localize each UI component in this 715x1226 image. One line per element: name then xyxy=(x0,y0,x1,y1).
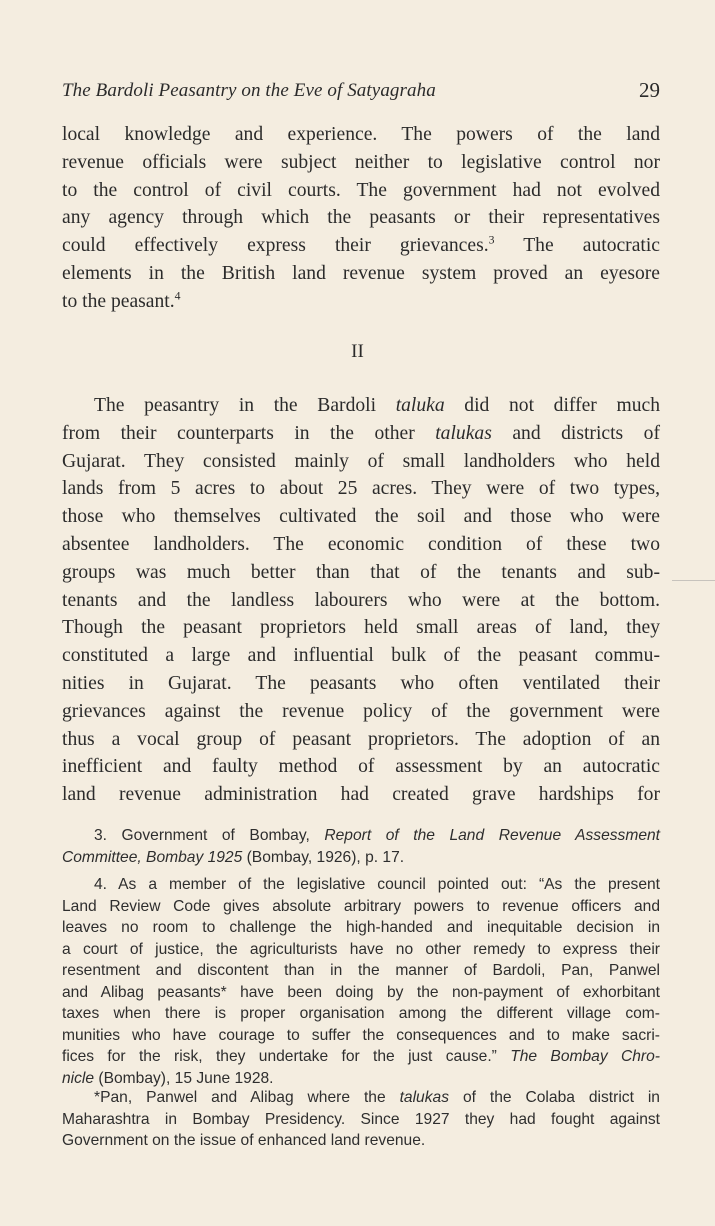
text-run: (Bombay, 1926), p. 17. xyxy=(242,848,405,866)
footnote-ref: 3 xyxy=(488,233,495,247)
paragraph-2 xyxy=(62,392,660,809)
text-line xyxy=(62,232,660,260)
text-line: elements in the British land revenue system proved an eyesore xyxy=(62,262,660,284)
text-run: and districts of xyxy=(491,422,660,444)
margin-mark xyxy=(672,580,715,581)
text-line: to the control of civil courts. The government had not evolved xyxy=(62,179,660,201)
text-line: lands from 5 acres to about 25 acres. They were of two types, xyxy=(62,478,660,500)
text-run: 3. Government of Bombay, xyxy=(94,827,325,844)
footnote-4 xyxy=(62,874,660,1089)
text-run-italic: talukas xyxy=(435,422,492,444)
text-run: could effectively express their grievances. xyxy=(62,235,489,257)
text-line: thus a vocal group of peasant proprietors. The adoption of an xyxy=(62,728,660,750)
text-run: fices for the risk, they undertake for the just cause.” xyxy=(62,1048,511,1065)
text-line xyxy=(62,288,660,316)
section-numeral: II xyxy=(351,341,364,362)
text-line xyxy=(62,1068,660,1090)
text-line: local knowledge and experience. The powers of the land xyxy=(62,124,660,145)
text-line: tenants and the landless labourers who were at the bottom. xyxy=(62,589,660,611)
text-line: grievances against the revenue policy of the government were xyxy=(62,700,660,722)
footnote-3 xyxy=(62,825,660,868)
text-run: did not differ much xyxy=(444,395,660,416)
text-line: resentment and discontent than in the manner of Bardoli, Pan, Panwel xyxy=(62,962,660,979)
text-run-italic: The Bombay Chro- xyxy=(510,1048,660,1065)
text-run: from their counterparts in the other xyxy=(62,422,436,444)
footnote-ref: 4 xyxy=(174,289,181,303)
text-line: nities in Gujarat. The peasants who often ventilated their xyxy=(62,672,660,694)
paragraph-1 xyxy=(62,121,660,316)
text-line: munities who have courage to suffer the consequences and to make sacri- xyxy=(62,1026,660,1044)
text-line: Though the peasant proprietors held small areas of land, they xyxy=(62,617,660,639)
footnote-star xyxy=(62,1087,660,1152)
text-line: a court of justice, the agriculturists have no other remedy to express their xyxy=(62,940,660,958)
text-line xyxy=(62,392,660,420)
text-line: Land Review Code gives absolute arbitrary powers to revenue officers and xyxy=(62,897,660,915)
text-run: of the Colaba district in xyxy=(449,1089,660,1106)
text-line: leaves no room to challenge the high-handed and inequitable decision in xyxy=(62,919,660,936)
text-line: Government on the issue of enhanced land revenue. xyxy=(62,1132,426,1149)
text-line: groups was much better than that of the tenants and sub- xyxy=(62,561,660,583)
text-run: *Pan, Panwel and Alibag where the xyxy=(94,1089,400,1106)
text-line: absentee landholders. The economic condition of these two xyxy=(62,533,660,555)
text-run: (Bombay), 15 June 1928. xyxy=(94,1069,274,1087)
text-line xyxy=(62,420,660,448)
text-run: to the peasant. xyxy=(62,290,175,312)
text-run-italic: Report of the Land Revenue Assessment xyxy=(324,827,661,844)
text-line: Maharashtra in Bombay Presidency. Since 1927 they had fought against xyxy=(62,1110,660,1128)
text-run: The autocratic xyxy=(494,235,660,257)
text-line xyxy=(62,825,660,847)
text-line: revenue officials were subject neither to legislative control nor xyxy=(62,151,660,173)
page-header xyxy=(62,80,660,110)
text-line: taxes when there is proper organisation among the different village com- xyxy=(62,1005,660,1022)
text-line xyxy=(62,1087,660,1109)
text-line: and Alibag peasants* have been doing by the non-payment of exhorbitant xyxy=(62,983,660,1001)
running-title: The Bardoli Peasantry on the Eve of Satyagraha xyxy=(62,80,436,101)
text-line: inefficient and faulty method of assessment by an autocratic xyxy=(62,756,660,778)
page-number: 29 xyxy=(639,78,660,102)
text-line xyxy=(62,1046,660,1068)
text-line: land revenue administration had created grave hardships for xyxy=(62,784,660,806)
text-line: constituted a large and influential bulk of the peasant commu- xyxy=(62,645,660,667)
text-line xyxy=(62,847,660,869)
text-line: any agency through which the peasants or their representatives xyxy=(62,207,660,229)
text-run: The peasantry in the Bardoli xyxy=(94,395,396,416)
text-run-italic: nicle xyxy=(62,1069,95,1087)
text-line: those who themselves cultivated the soil and those who were xyxy=(62,506,660,528)
text-line: 4. As a member of the legislative council pointed out: “As the present xyxy=(94,876,660,893)
text-run-italic: talukas xyxy=(399,1089,449,1106)
text-line: Gujarat. They consisted mainly of small landholders who held xyxy=(62,450,660,472)
text-run-italic: taluka xyxy=(395,395,445,416)
text-run-italic: Committee, Bombay 1925 xyxy=(62,848,243,866)
